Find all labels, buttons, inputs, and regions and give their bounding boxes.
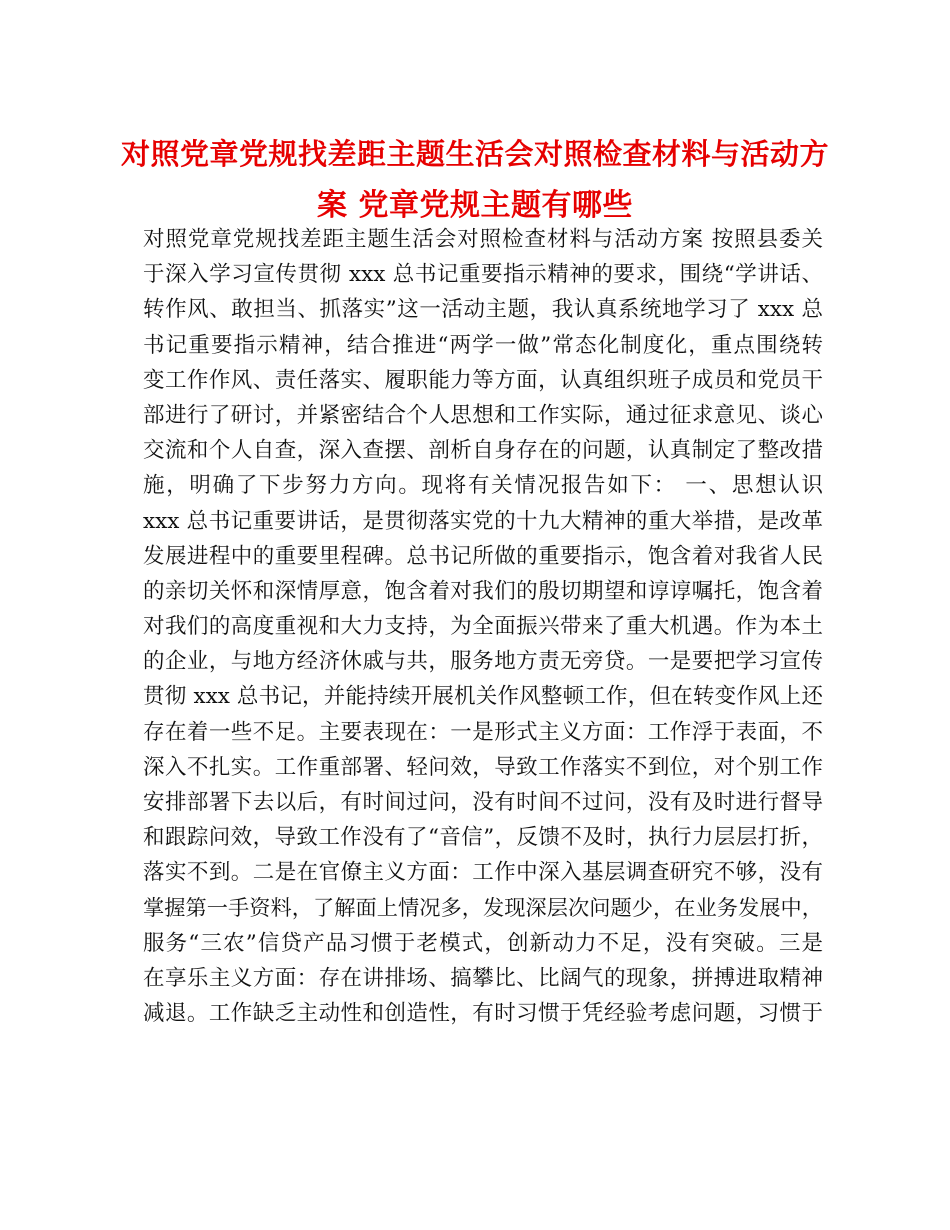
- title-line-1: 对照党章党规找差距主题生活会对照检查材料与活动方: [120, 137, 829, 171]
- body-line: 变工作作风、责任落实、履职能力等方面，认真组织班子成员和党员干: [143, 367, 823, 393]
- body-line: xxx 总书记重要讲话，是贯彻落实党的十九大精神的重大举措，是改革: [143, 508, 823, 534]
- document-body: [143, 222, 823, 1031]
- body-line: 服务“三农”信贷产品习惯于老模式，创新动力不足，没有突破。三是: [143, 930, 823, 956]
- body-line: 和跟踪问效，导致工作没有了“音信”，反馈不及时，执行力层层打折，: [143, 825, 823, 851]
- document-title: [120, 128, 830, 232]
- body-line: 的企业，与地方经济休戚与共，服务地方责无旁贷。一是要把学习宣传: [143, 649, 823, 675]
- body-line: 在享乐主义方面：存在讲排场、搞攀比、比阔气的现象，拼搏进取精神: [143, 965, 823, 991]
- body-line: 书记重要指示精神，结合推进“两学一做”常态化制度化，重点围绕转: [143, 332, 823, 358]
- body-line: 转作风、敢担当、抓落实”这一活动主题，我认真系统地学习了 xxx 总: [143, 297, 823, 323]
- body-line: 贯彻 xxx 总书记，并能持续开展机关作风整顿工作，但在转变作风上还: [143, 684, 823, 710]
- body-line: 交流和个人自查，深入查摆、剖析自身存在的问题，认真制定了整改措: [143, 438, 823, 464]
- body-line: 减退。工作缺乏主动性和创造性，有时习惯于凭经验考虑问题，习惯于: [143, 1001, 823, 1027]
- title-line-2: 案 党章党规主题有哪些: [317, 188, 633, 223]
- body-line: 存在着一些不足。主要表现在：一是形式主义方面：工作浮于表面，不: [143, 719, 823, 745]
- body-line: 的亲切关怀和深情厚意，饱含着对我们的殷切期望和谆谆嘱托，饱含着: [143, 578, 823, 604]
- body-line: 于深入学习宣传贯彻 xxx 总书记重要指示精神的要求，围绕“学讲话、: [143, 262, 823, 288]
- body-line: 对我们的高度重视和大力支持，为全面振兴带来了重大机遇。作为本土: [143, 614, 823, 640]
- body-line: 施，明确了下步努力方向。现将有关情况报告如下： 一、思想认识: [143, 473, 823, 499]
- body-line: 落实不到。二是在官僚主义方面：工作中深入基层调查研究不够，没有: [143, 860, 823, 886]
- body-line: 部进行了研讨，并紧密结合个人思想和工作实际，通过征求意见、谈心: [143, 402, 823, 428]
- body-line: 发展进程中的重要里程碑。总书记所做的重要指示，饱含着对我省人民: [143, 543, 823, 569]
- body-line: 掌握第一手资料，了解面上情况多，发现深层次问题少，在业务发展中，: [143, 895, 824, 921]
- body-line: 安排部署下去以后，有时间过问，没有时间不过问，没有及时进行督导: [143, 790, 823, 815]
- body-line: 对照党章党规找差距主题生活会对照检查材料与活动方案 按照县委关: [143, 227, 823, 252]
- body-line: 深入不扎实。工作重部署、轻问效，导致工作落实不到位，对个别工作: [143, 754, 823, 780]
